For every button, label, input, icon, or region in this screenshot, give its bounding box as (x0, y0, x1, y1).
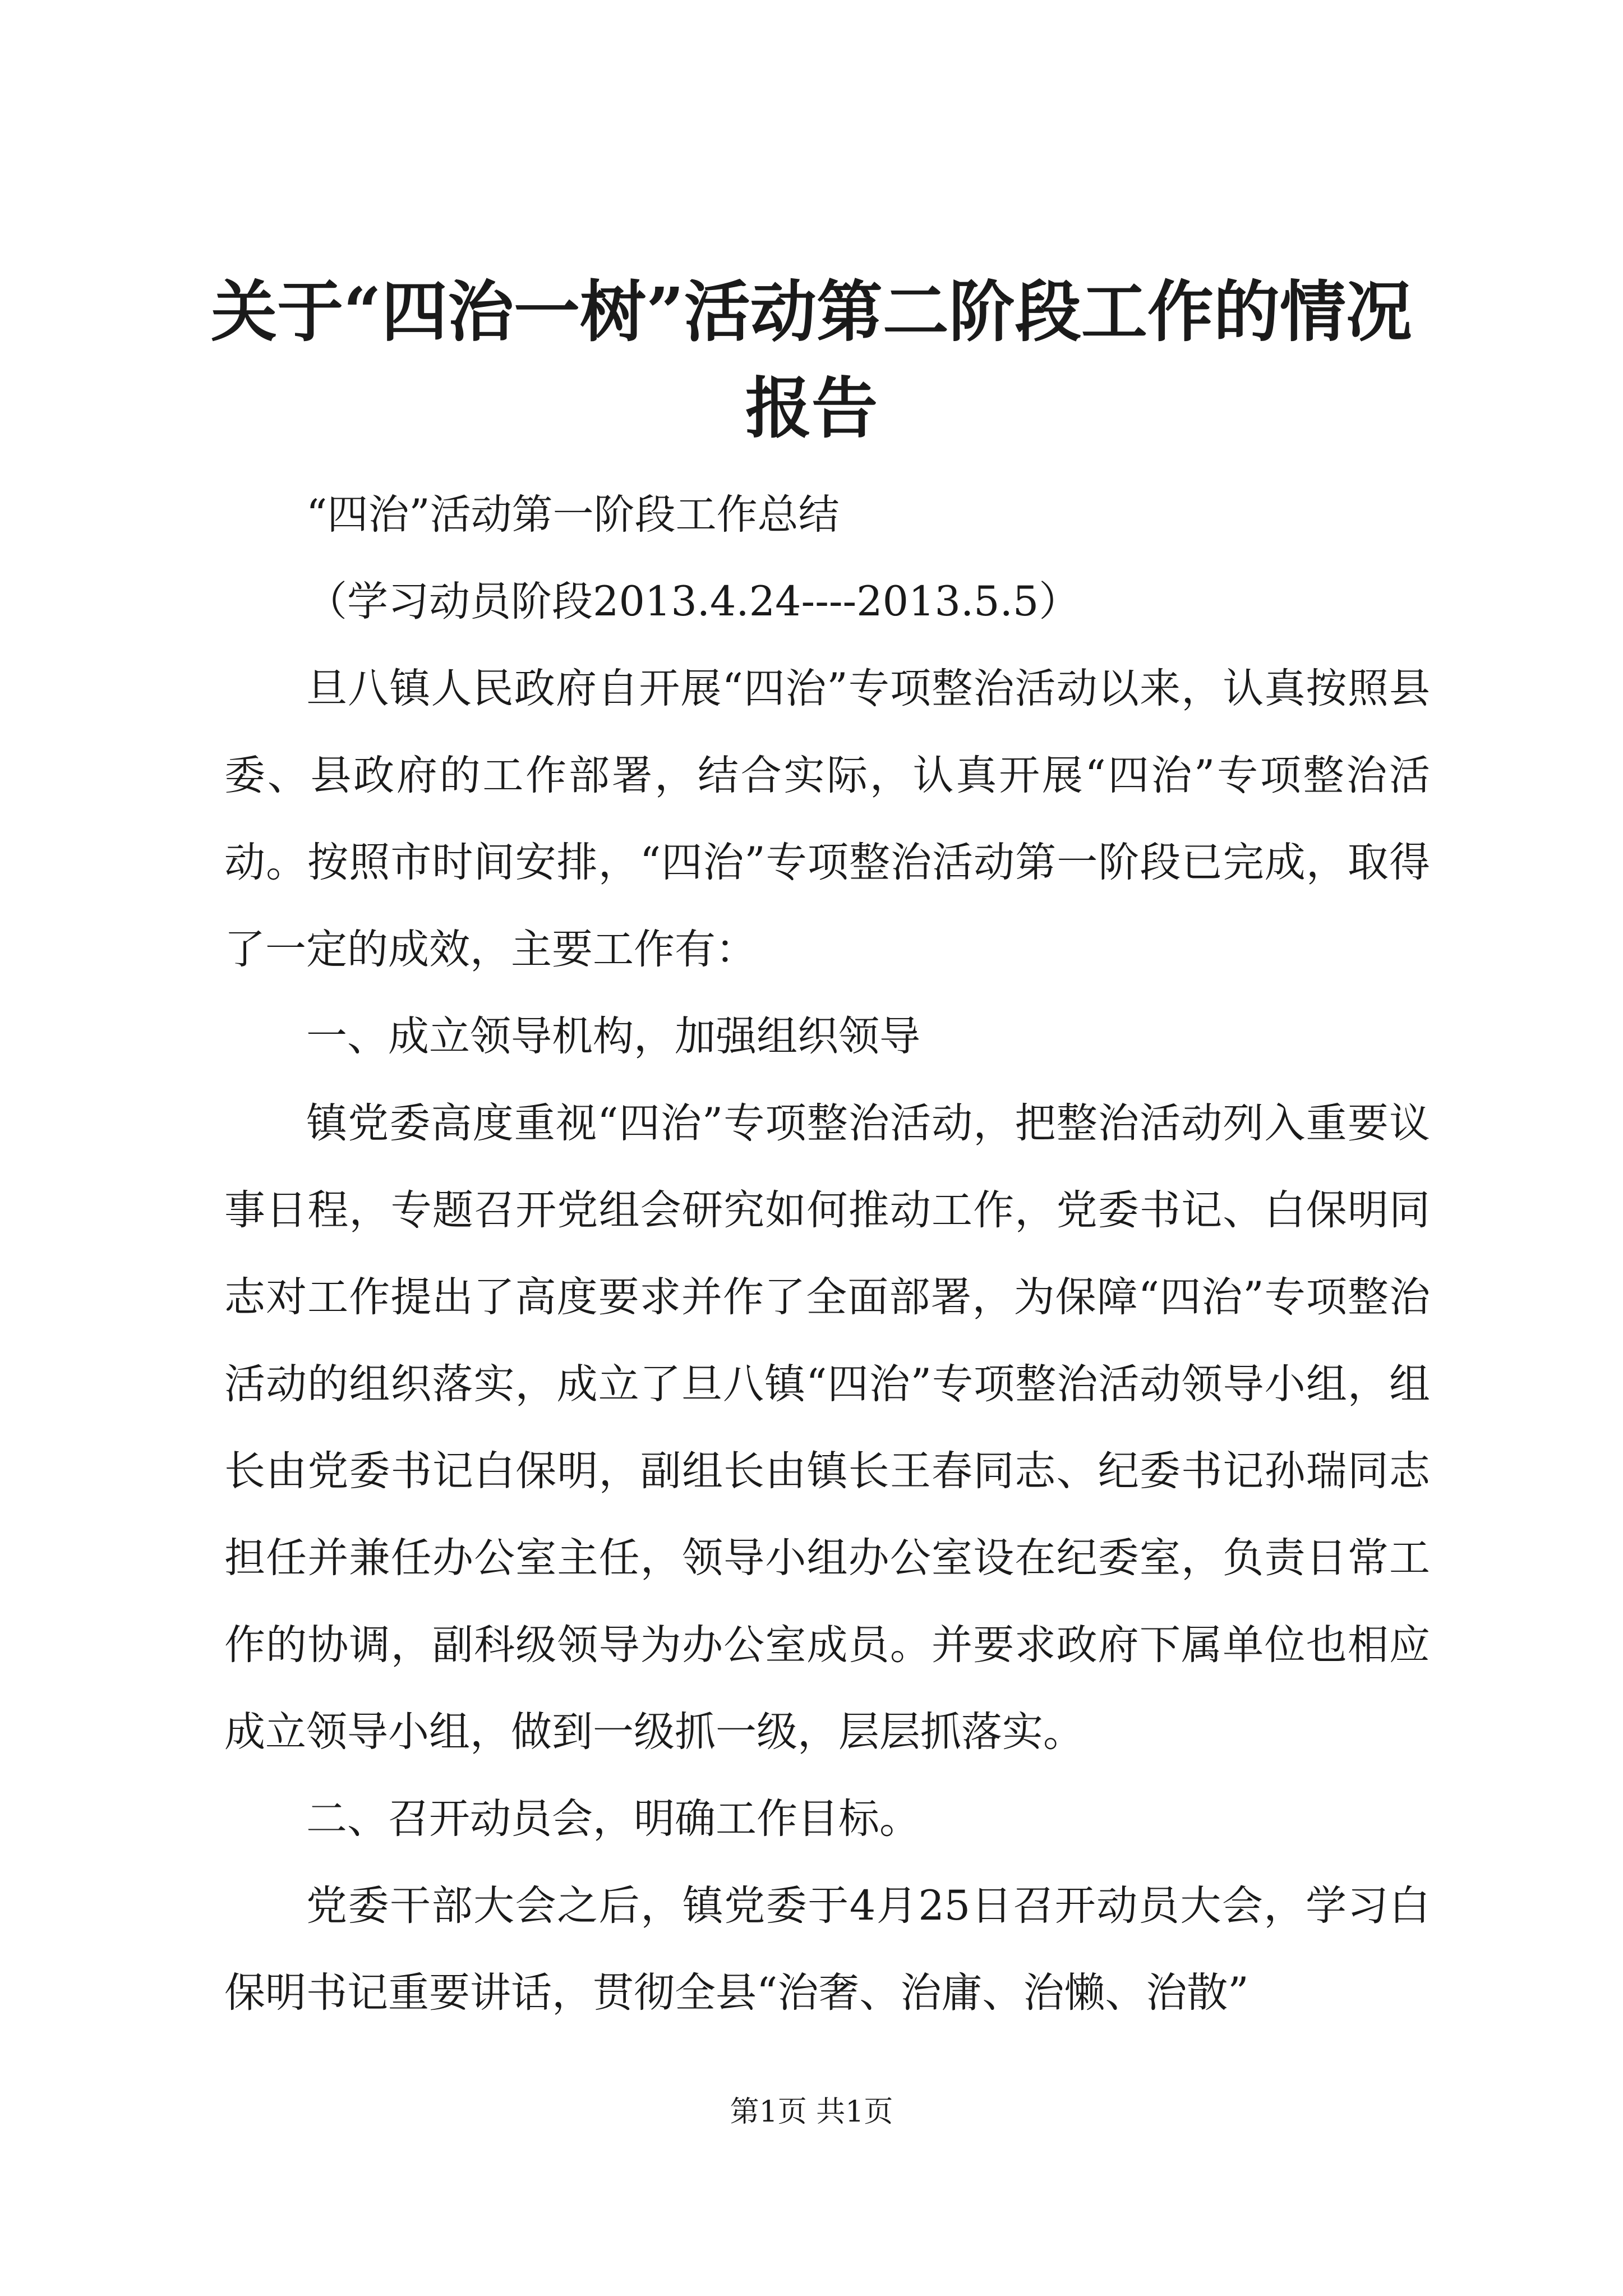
document-body (224, 471, 1430, 2036)
section-1-paragraph: 镇党委高度重视“四治”专项整治活动，把整治活动列入重要议事日程，专题召开党组会研究如何推动工作，党委书记、白保明同志对工作提出了高度要求并作了全面部署，为保障“四治”专项整治活动的组织落实，成立了旦八镇“四治”专项整治活动领导小组，组长由党委书记白保明，副组长由镇长王春同志、纪委书记孙瑞同志担任并兼任办公室主任，领导小组办公室设在纪委室，负责日常工作的协调，副科级领导为办公室成员。并要求政府下属单位也相应成立领导小组，做到一级抓一级，层层抓落实。 (224, 1099, 1430, 1756)
date-range-paragraph: （学习动员阶段2013.4.24----2013.5.5） (306, 578, 1080, 625)
section-2-paragraph: 党委干部大会之后，镇党委于4月25日召开动员大会，学习白保明书记重要讲话，贯彻全县“治奢、治庸、治懒、治散” (224, 1882, 1430, 2017)
section-heading-2: 二、召开动员会，明确工作目标。 (306, 1795, 920, 1843)
subtitle-paragraph: “四治”活动第一阶段工作总结 (306, 491, 840, 539)
intro-paragraph: 旦八镇人民政府自开展“四治”专项整治活动以来，认真按照县委、县政府的工作部署，结合实际，认真开展“四治”专项整治活动。按照市时间安排，“四治”专项整治活动第一阶段已完成，取得了一定的成效，主要工作有： (224, 665, 1430, 973)
page-footer: 第1页 共1页 (730, 2095, 893, 2129)
section-heading-1: 一、成立领导机构，加强组织领导 (306, 1013, 920, 1060)
document-title: 关于“四治一树”活动第二阶段工作的情况报告 (211, 273, 1412, 447)
